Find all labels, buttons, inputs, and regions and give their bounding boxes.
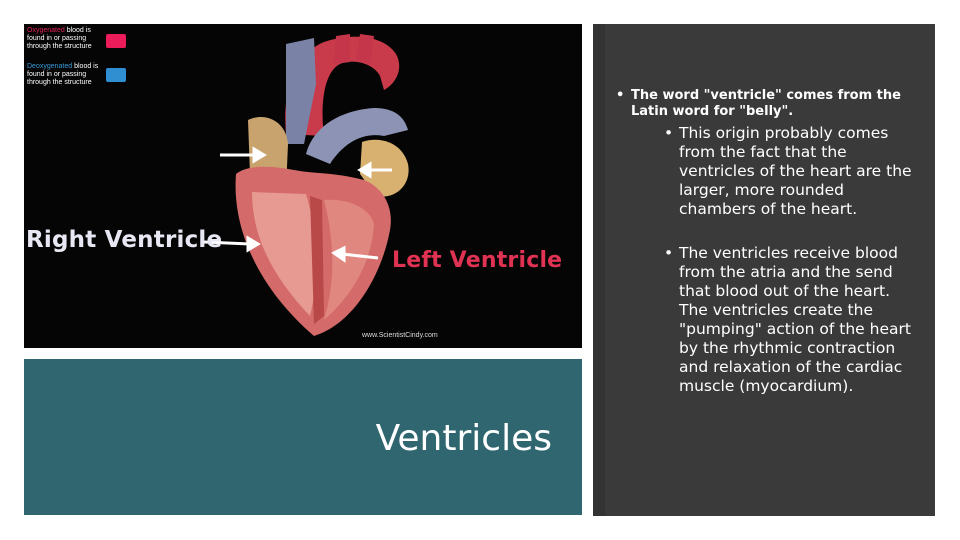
bullet-dot-icon: • (616, 88, 625, 103)
legend-deoxygenated-highlight: Deoxygenated (27, 63, 73, 70)
bullet-item-3 (664, 244, 919, 396)
image-credit: www.ScientistCindy.com (362, 332, 438, 339)
bullet-text-3: The ventricles receive blood from the atria and the send that blood out of the heart. The ventricles create the "pumping" action of the heart by the rhythmic contraction and relaxation of the cardiac muscle (myocardium). (679, 244, 911, 395)
left-ventricle-label: Left Ventricle (392, 248, 563, 273)
panel-shade (593, 24, 605, 516)
bullet-item-2 (664, 124, 919, 219)
bullet-item-1 (616, 88, 931, 120)
legend-deoxygenated-description: blood is found in or passing through the structure (27, 63, 99, 86)
legend-oxygenated-highlight: Oxygenated (27, 27, 65, 34)
text-panel (593, 24, 935, 516)
heart-diagram (24, 24, 582, 348)
bullet-dot-icon: • (664, 124, 674, 142)
oxygenated-swatch (106, 34, 126, 48)
bullet-text-2: This origin probably comes from the fact that the ventricles of the heart are the larger, more rounded chambers of the heart. (679, 124, 912, 218)
title-panel (24, 359, 582, 515)
deoxygenated-swatch (106, 68, 126, 82)
legend-oxygenated-description: blood is found in or passing through the structure (27, 27, 92, 50)
bullet-text-1: The word "ventricle" comes from the Latin word for "belly". (631, 88, 901, 119)
legend-oxygenated-text (27, 27, 107, 51)
legend-deoxygenated-text (27, 63, 107, 87)
right-ventricle-label: Right Ventricle (26, 227, 223, 253)
slide-title: Ventricles (375, 418, 552, 459)
bullet-dot-icon: • (664, 244, 674, 262)
